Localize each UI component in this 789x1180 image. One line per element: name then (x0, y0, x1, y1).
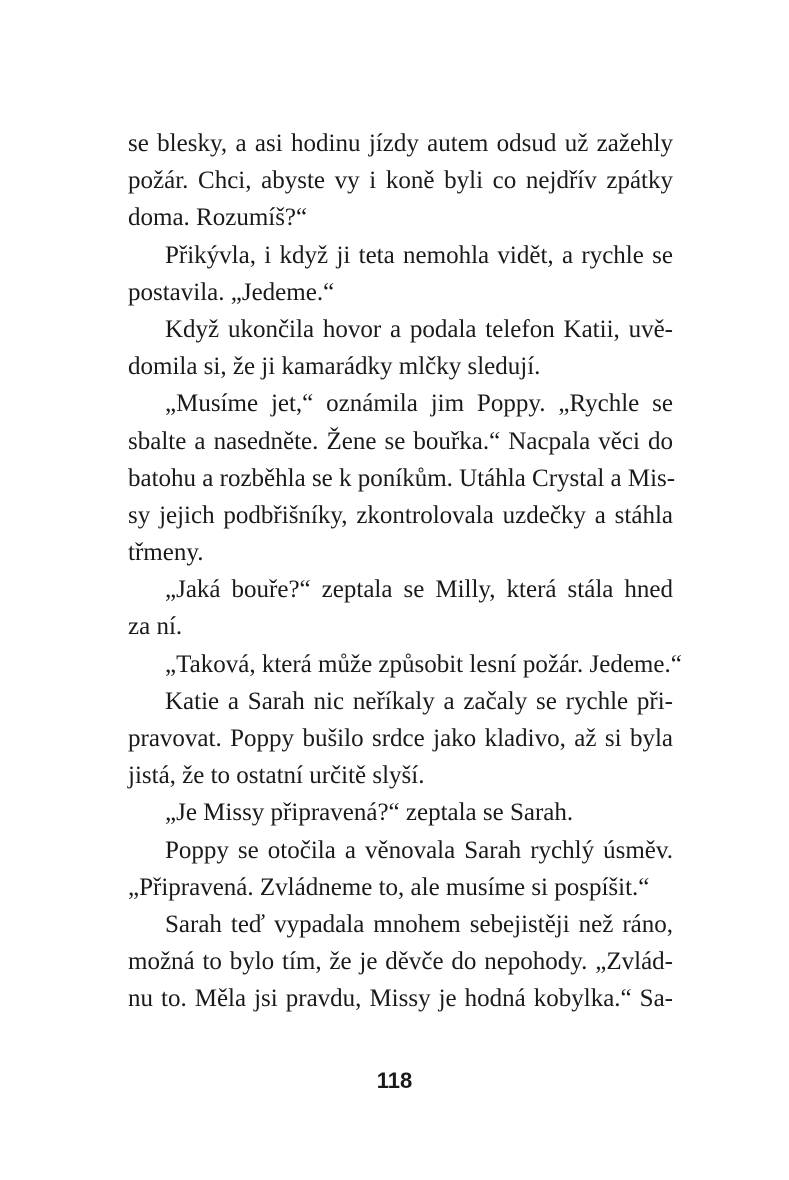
body-text (128, 125, 682, 1018)
text-line: Když ukončila hovor a podala telefon Katii, uvě- (165, 315, 673, 343)
text-line: „Musíme jet,“ oznámila jim Poppy. „Rychle se (165, 390, 673, 418)
text-line: „Jaká bouře?“ zeptala se Milly, která stála hned (165, 576, 673, 604)
text-line: za ní. (128, 613, 183, 641)
text-line: „Připravená. Zvládneme to, ale musíme si pospíšit.“ (128, 873, 650, 901)
text-line: „Je Missy připravená?“ zeptala se Sarah. (165, 799, 574, 827)
text-line: pravovat. Poppy bušilo srdce jako kladivo, až si byla (128, 725, 673, 752)
text-line: Poppy se otočila a věnovala Sarah rychlý úsměv. (165, 836, 673, 864)
text-line: domila si, že ji kamarádky mlčky sledují. (128, 353, 541, 381)
page-number: 118 (376, 1068, 413, 1093)
text-line: doma. Rozumíš?“ (128, 204, 308, 232)
text-line: možná to bylo tím, že je děvče do nepohody. „Zvlád- (128, 948, 673, 976)
text-line: jistá, že to ostatní určitě slyší. (128, 762, 425, 790)
text-line: požár. Chci, abyste vy i koně byli co nejdřív zpátky (128, 167, 673, 195)
text-line: třmeny. (128, 539, 204, 567)
text-line: nu to. Měla jsi pravdu, Missy je hodná kobylka.“ Sa- (128, 985, 673, 1013)
text-line: sy jejich podbřišníky, zkontrolovala uzdečky a stáhla (128, 501, 673, 529)
text-line: batohu a rozběhla se k poníkům. Utáhla Crystal a Mis- (128, 464, 676, 492)
text-line: postavila. „Jedeme.“ (128, 278, 335, 306)
text-line: Katie a Sarah nic neříkaly a začaly se rychle při- (165, 687, 673, 715)
text-line: Sarah teď vypadala mnohem sebejistěji než ráno, (165, 910, 673, 938)
text-line: „Taková, která může způsobit lesní požár. Jedeme.“ (165, 650, 682, 678)
text-line: Přikývla, i když ji teta nemohla vidět, a rychle se (165, 241, 673, 269)
text-line: se blesky, a asi hodinu jízdy autem odsud už zažehly (128, 130, 673, 157)
text-line: sbalte a nasedněte. Žene se bouřka.“ Nacpala věci do (128, 427, 673, 455)
